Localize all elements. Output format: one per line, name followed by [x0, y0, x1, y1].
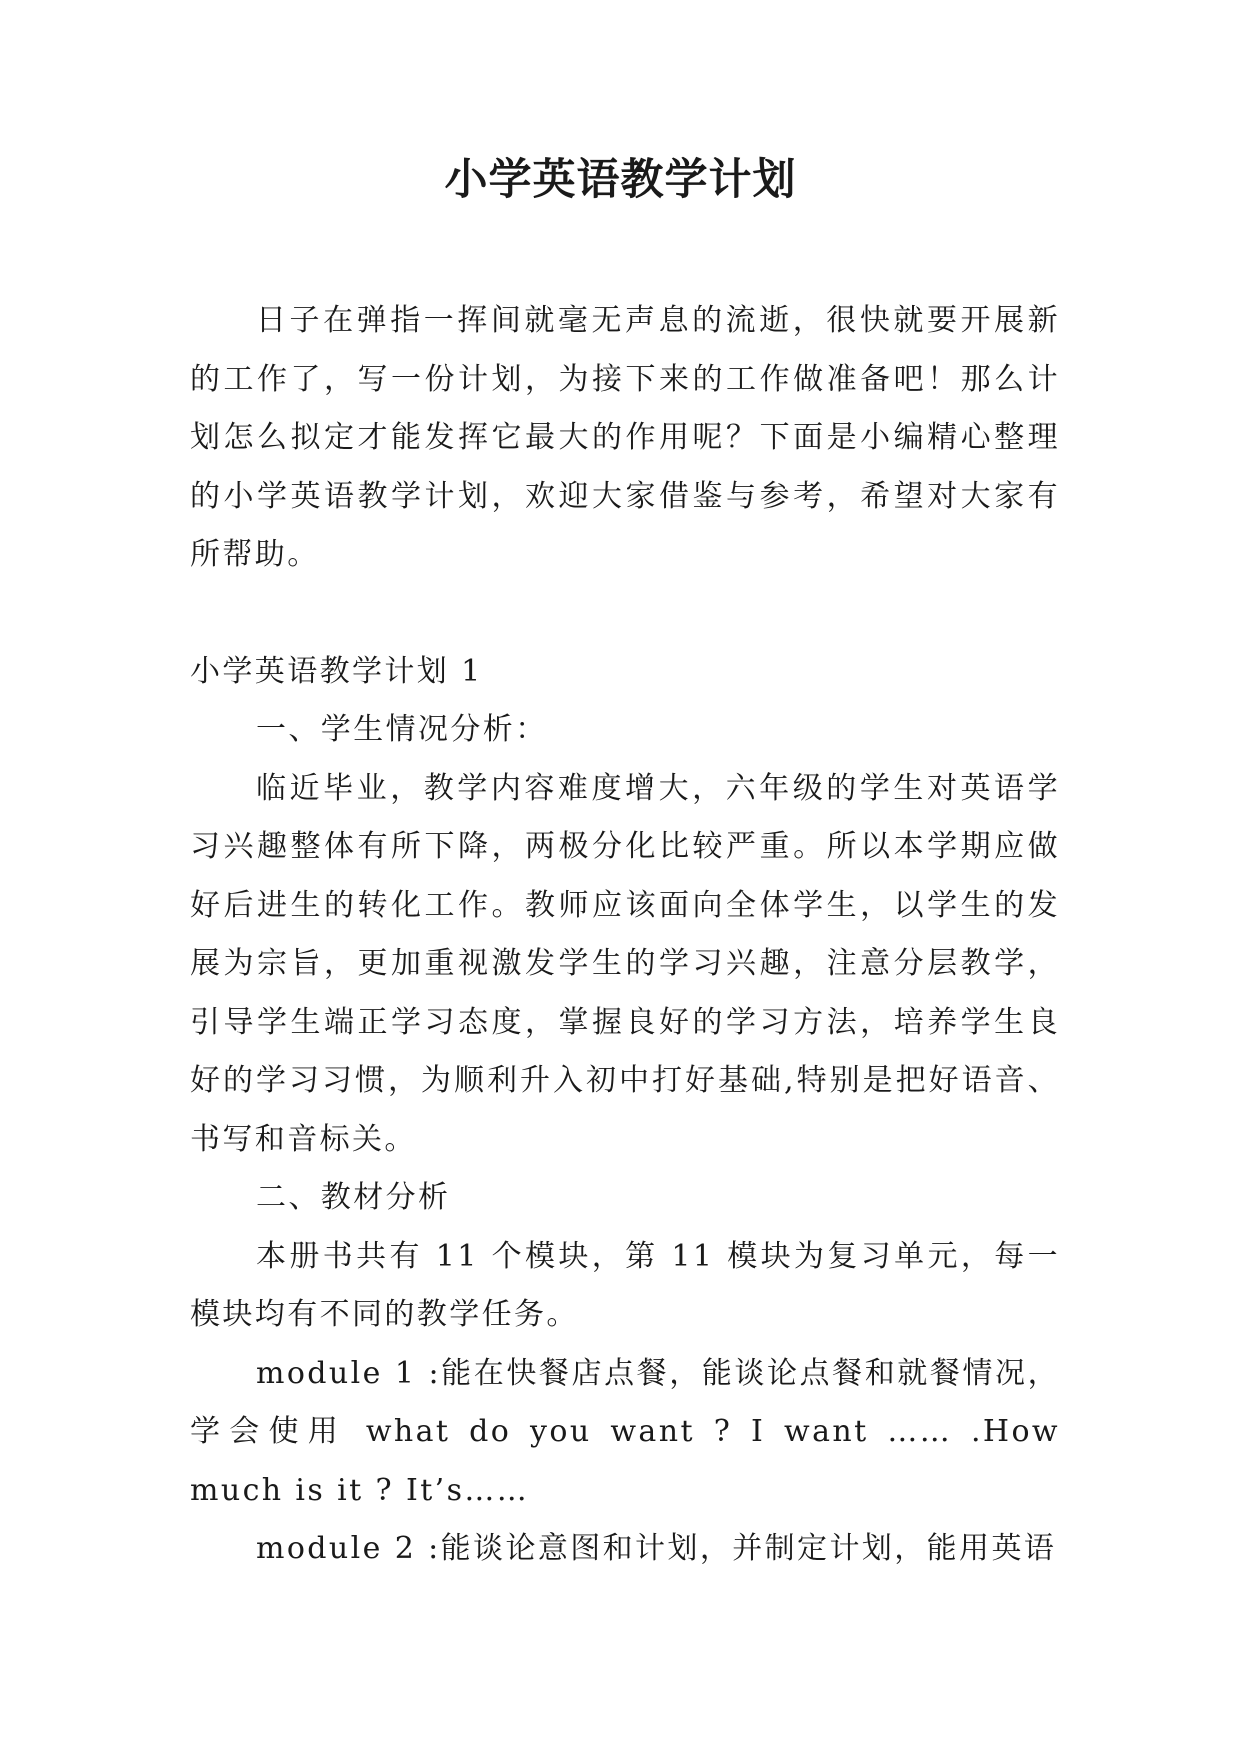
document-title: 小学英语教学计划 [444, 155, 797, 205]
module2-paragraph: module 2 :能谈论意图和计划，并制定计划，能用英语 [256, 1531, 1057, 1566]
part1-paragraph: 临近毕业，教学内容难度增大，六年级的学生对英语学习兴趣整体有所下降，两极分化比较严重。所以本学期应做好后进生的转化工作。教师应该面向全体学生，以学生的发展为宗旨，更加重视激发学生的学习兴趣，注意分层教学，引导学生端正学习态度，掌握良好的学习方法，培养学生良好的学习习惯，为顺利升入初中打好基础,特别是把好语音、书写和音标关。 [190, 770, 1060, 1157]
module1-paragraph: module 1 :能在快餐店点餐，能谈论点餐和就餐情况，学会使用 what do you want ? I want …… .How much is it ? It’s…… [190, 1355, 1060, 1508]
part2-paragraph: 本册书共有 11 个模块，第 11 模块为复习单元，每一模块均有不同的教学任务。 [190, 1238, 1060, 1332]
part1-heading: 一、学生情况分析： [256, 712, 548, 747]
intro-paragraph: 日子在弹指一挥间就毫无声息的流逝，很快就要开展新的工作了，写一份计划，为接下来的工作做准备吧！那么计划怎么拟定才能发挥它最大的作用呢？下面是小编精心整理的小学英语教学计划，欢迎大家借鉴与参考，希望对大家有所帮助。 [190, 303, 1060, 572]
paragraph-gap [190, 585, 1060, 643]
part2-heading: 二、教材分析 [256, 1180, 451, 1215]
document-body [190, 292, 1060, 1579]
section-title: 小学英语教学计划 1 [190, 653, 483, 689]
